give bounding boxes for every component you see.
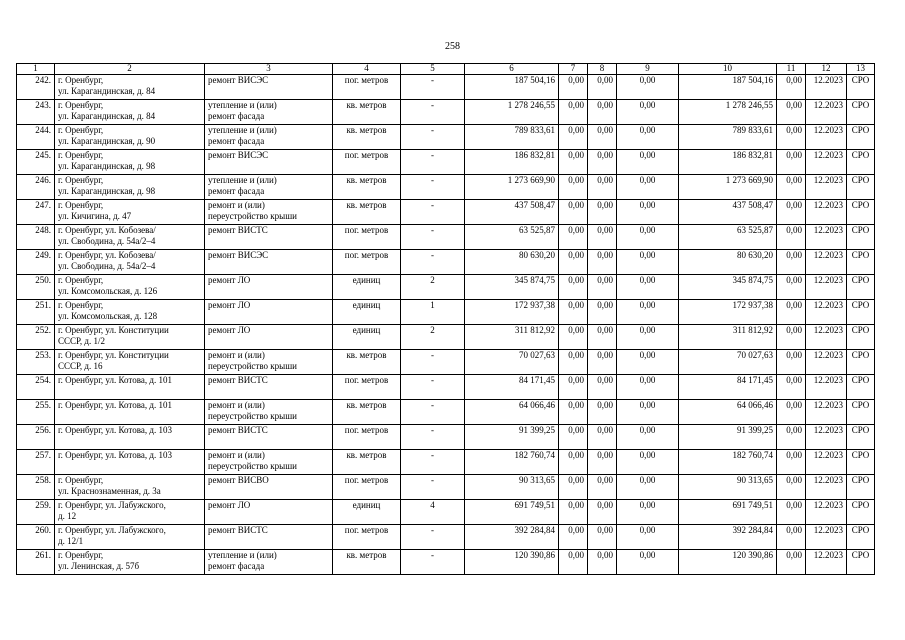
col9-cell: 0,00	[617, 550, 679, 575]
unit-cell: единиц	[333, 500, 401, 525]
quantity-cell: 1	[401, 300, 465, 325]
col11-cell: 0,00	[777, 200, 806, 225]
method-cell: СРО	[847, 175, 875, 200]
work-type-cell: ремонт ВИСЭС	[205, 250, 333, 275]
method-cell: СРО	[847, 550, 875, 575]
col9-cell: 0,00	[617, 400, 679, 425]
row-number: 261.	[17, 550, 55, 575]
col7-cell: 0,00	[559, 525, 588, 550]
col8-cell: 0,00	[588, 75, 617, 100]
total-cost-cell: 91 399,25	[465, 425, 559, 450]
unit-cell: пог. метров	[333, 150, 401, 175]
col9-cell: 0,00	[617, 100, 679, 125]
address-cell: г. Оренбург, ул. Карагандинская, д. 84	[55, 75, 205, 100]
row-number: 259.	[17, 500, 55, 525]
total-cost-cell: 90 313,65	[465, 475, 559, 500]
col11-cell: 0,00	[777, 250, 806, 275]
table-row	[17, 75, 875, 100]
col11-cell: 0,00	[777, 500, 806, 525]
row-number: 243.	[17, 100, 55, 125]
work-type-cell: ремонт ВИСТС	[205, 375, 333, 400]
col11-cell: 0,00	[777, 125, 806, 150]
total-cost-cell: 691 749,51	[465, 500, 559, 525]
total-cost-cell: 182 760,74	[465, 450, 559, 475]
table-row	[17, 475, 875, 500]
row-number: 251.	[17, 300, 55, 325]
col7-cell: 0,00	[559, 550, 588, 575]
col8-cell: 0,00	[588, 250, 617, 275]
col7-cell: 0,00	[559, 400, 588, 425]
quantity-cell: -	[401, 525, 465, 550]
address-cell: г. Оренбург, ул. Кичигина, д. 47	[55, 200, 205, 225]
work-type-cell: ремонт ВИСТС	[205, 225, 333, 250]
quantity-cell: -	[401, 75, 465, 100]
address-cell: г. Оренбург, ул. Кобозева/ ул. Свободина, д. 54а/2–4	[55, 225, 205, 250]
col8-cell: 0,00	[588, 150, 617, 175]
col11-cell: 0,00	[777, 100, 806, 125]
row-number: 252.	[17, 325, 55, 350]
address-cell: г. Оренбург, ул. Кобозева/ ул. Свободина, д. 54а/2–4	[55, 250, 205, 275]
address-cell: г. Оренбург, ул. Котова, д. 101	[55, 375, 205, 400]
col11-cell: 0,00	[777, 525, 806, 550]
quantity-cell: 4	[401, 500, 465, 525]
col7-cell: 0,00	[559, 325, 588, 350]
deadline-cell: 12.2023	[806, 450, 847, 475]
method-cell: СРО	[847, 300, 875, 325]
col10-cell: 91 399,25	[679, 425, 777, 450]
quantity-cell: -	[401, 425, 465, 450]
col9-cell: 0,00	[617, 225, 679, 250]
unit-cell: пог. метров	[333, 475, 401, 500]
col11-cell: 0,00	[777, 150, 806, 175]
method-cell: СРО	[847, 75, 875, 100]
col9-cell: 0,00	[617, 475, 679, 500]
row-number: 242.	[17, 75, 55, 100]
col8-cell: 0,00	[588, 350, 617, 375]
quantity-cell: -	[401, 225, 465, 250]
deadline-cell: 12.2023	[806, 100, 847, 125]
col8-cell: 0,00	[588, 400, 617, 425]
column-header-12: 12	[806, 64, 847, 75]
deadline-cell: 12.2023	[806, 475, 847, 500]
col10-cell: 1 273 669,90	[679, 175, 777, 200]
unit-cell: пог. метров	[333, 75, 401, 100]
col9-cell: 0,00	[617, 500, 679, 525]
address-cell: г. Оренбург, ул. Комсомольская, д. 126	[55, 275, 205, 300]
work-type-cell: ремонт и (или) переустройство крыши	[205, 400, 333, 425]
col9-cell: 0,00	[617, 325, 679, 350]
quantity-cell: -	[401, 350, 465, 375]
col10-cell: 120 390,86	[679, 550, 777, 575]
col11-cell: 0,00	[777, 375, 806, 400]
col7-cell: 0,00	[559, 500, 588, 525]
col7-cell: 0,00	[559, 350, 588, 375]
deadline-cell: 12.2023	[806, 375, 847, 400]
address-cell: г. Оренбург, ул. Карагандинская, д. 90	[55, 125, 205, 150]
col8-cell: 0,00	[588, 300, 617, 325]
column-header-10: 10	[679, 64, 777, 75]
total-cost-cell: 63 525,87	[465, 225, 559, 250]
table-row	[17, 200, 875, 225]
col11-cell: 0,00	[777, 75, 806, 100]
col11-cell: 0,00	[777, 425, 806, 450]
work-type-cell: ремонт ЛО	[205, 275, 333, 300]
work-type-cell: утепление и (или) ремонт фасада	[205, 125, 333, 150]
column-header-5: 5	[401, 64, 465, 75]
col7-cell: 0,00	[559, 250, 588, 275]
deadline-cell: 12.2023	[806, 350, 847, 375]
deadline-cell: 12.2023	[806, 500, 847, 525]
table-row	[17, 300, 875, 325]
total-cost-cell: 187 504,16	[465, 75, 559, 100]
work-type-cell: ремонт ВИСЭС	[205, 75, 333, 100]
col8-cell: 0,00	[588, 550, 617, 575]
col11-cell: 0,00	[777, 450, 806, 475]
col8-cell: 0,00	[588, 425, 617, 450]
unit-cell: кв. метров	[333, 450, 401, 475]
work-type-cell: ремонт и (или) переустройство крыши	[205, 200, 333, 225]
col9-cell: 0,00	[617, 375, 679, 400]
quantity-cell: -	[401, 450, 465, 475]
table-row	[17, 150, 875, 175]
unit-cell: кв. метров	[333, 400, 401, 425]
deadline-cell: 12.2023	[806, 125, 847, 150]
col7-cell: 0,00	[559, 425, 588, 450]
table-row	[17, 275, 875, 300]
table-row	[17, 450, 875, 475]
address-cell: г. Оренбург, ул. Конституции СССР, д. 1/2	[55, 325, 205, 350]
column-header-11: 11	[777, 64, 806, 75]
col9-cell: 0,00	[617, 425, 679, 450]
address-cell: г. Оренбург, ул. Лабужского, д. 12/1	[55, 525, 205, 550]
col8-cell: 0,00	[588, 275, 617, 300]
work-type-cell: ремонт ВИСЭС	[205, 150, 333, 175]
work-type-cell: ремонт ВИСВО	[205, 475, 333, 500]
unit-cell: кв. метров	[333, 350, 401, 375]
col9-cell: 0,00	[617, 175, 679, 200]
col7-cell: 0,00	[559, 375, 588, 400]
col9-cell: 0,00	[617, 300, 679, 325]
col10-cell: 90 313,65	[679, 475, 777, 500]
col9-cell: 0,00	[617, 275, 679, 300]
address-cell: г. Оренбург, ул. Котова, д. 103	[55, 425, 205, 450]
method-cell: СРО	[847, 100, 875, 125]
address-cell: г. Оренбург, ул. Карагандинская, д. 98	[55, 150, 205, 175]
col8-cell: 0,00	[588, 125, 617, 150]
row-number: 246.	[17, 175, 55, 200]
address-cell: г. Оренбург, ул. Карагандинская, д. 98	[55, 175, 205, 200]
table-row	[17, 100, 875, 125]
deadline-cell: 12.2023	[806, 400, 847, 425]
table-row	[17, 550, 875, 575]
col7-cell: 0,00	[559, 100, 588, 125]
col11-cell: 0,00	[777, 550, 806, 575]
unit-cell: пог. метров	[333, 425, 401, 450]
row-number: 256.	[17, 425, 55, 450]
quantity-cell: -	[401, 550, 465, 575]
column-header-13: 13	[847, 64, 875, 75]
col10-cell: 70 027,63	[679, 350, 777, 375]
method-cell: СРО	[847, 325, 875, 350]
col9-cell: 0,00	[617, 200, 679, 225]
total-cost-cell: 311 812,92	[465, 325, 559, 350]
repair-registry-table	[16, 63, 875, 575]
column-header-7: 7	[559, 64, 588, 75]
col7-cell: 0,00	[559, 125, 588, 150]
method-cell: СРО	[847, 450, 875, 475]
deadline-cell: 12.2023	[806, 300, 847, 325]
col10-cell: 172 937,38	[679, 300, 777, 325]
col11-cell: 0,00	[777, 225, 806, 250]
deadline-cell: 12.2023	[806, 200, 847, 225]
total-cost-cell: 120 390,86	[465, 550, 559, 575]
row-number: 253.	[17, 350, 55, 375]
col8-cell: 0,00	[588, 175, 617, 200]
unit-cell: кв. метров	[333, 125, 401, 150]
work-type-cell: ремонт ВИСТС	[205, 525, 333, 550]
col7-cell: 0,00	[559, 300, 588, 325]
col10-cell: 64 066,46	[679, 400, 777, 425]
unit-cell: пог. метров	[333, 525, 401, 550]
work-type-cell: утепление и (или) ремонт фасада	[205, 550, 333, 575]
col10-cell: 1 278 246,55	[679, 100, 777, 125]
address-cell: г. Оренбург, ул. Комсомольская, д. 128	[55, 300, 205, 325]
row-number: 254.	[17, 375, 55, 400]
row-number: 255.	[17, 400, 55, 425]
total-cost-cell: 437 508,47	[465, 200, 559, 225]
col11-cell: 0,00	[777, 325, 806, 350]
work-type-cell: ремонт ВИСТС	[205, 425, 333, 450]
column-header-3: 3	[205, 64, 333, 75]
row-number: 258.	[17, 475, 55, 500]
row-number: 248.	[17, 225, 55, 250]
method-cell: СРО	[847, 225, 875, 250]
column-header-1: 1	[17, 64, 55, 75]
deadline-cell: 12.2023	[806, 550, 847, 575]
quantity-cell: -	[401, 150, 465, 175]
column-number-header-row	[17, 64, 875, 75]
method-cell: СРО	[847, 400, 875, 425]
work-type-cell: ремонт ЛО	[205, 300, 333, 325]
quantity-cell: -	[401, 250, 465, 275]
total-cost-cell: 84 171,45	[465, 375, 559, 400]
row-number: 245.	[17, 150, 55, 175]
table-row	[17, 500, 875, 525]
address-cell: г. Оренбург, ул. Карагандинская, д. 84	[55, 100, 205, 125]
column-header-9: 9	[617, 64, 679, 75]
total-cost-cell: 789 833,61	[465, 125, 559, 150]
column-header-6: 6	[465, 64, 559, 75]
deadline-cell: 12.2023	[806, 525, 847, 550]
col8-cell: 0,00	[588, 325, 617, 350]
col9-cell: 0,00	[617, 525, 679, 550]
col9-cell: 0,00	[617, 150, 679, 175]
col8-cell: 0,00	[588, 200, 617, 225]
deadline-cell: 12.2023	[806, 175, 847, 200]
quantity-cell: -	[401, 125, 465, 150]
work-type-cell: ремонт и (или) переустройство крыши	[205, 450, 333, 475]
total-cost-cell: 1 273 669,90	[465, 175, 559, 200]
col7-cell: 0,00	[559, 475, 588, 500]
quantity-cell: -	[401, 400, 465, 425]
unit-cell: пог. метров	[333, 375, 401, 400]
col9-cell: 0,00	[617, 350, 679, 375]
total-cost-cell: 186 832,81	[465, 150, 559, 175]
total-cost-cell: 1 278 246,55	[465, 100, 559, 125]
work-type-cell: ремонт ЛО	[205, 325, 333, 350]
col10-cell: 392 284,84	[679, 525, 777, 550]
address-cell: г. Оренбург, ул. Лабужского, д. 12	[55, 500, 205, 525]
method-cell: СРО	[847, 425, 875, 450]
col7-cell: 0,00	[559, 150, 588, 175]
deadline-cell: 12.2023	[806, 425, 847, 450]
total-cost-cell: 80 630,20	[465, 250, 559, 275]
method-cell: СРО	[847, 275, 875, 300]
col10-cell: 187 504,16	[679, 75, 777, 100]
row-number: 250.	[17, 275, 55, 300]
row-number: 260.	[17, 525, 55, 550]
col10-cell: 789 833,61	[679, 125, 777, 150]
unit-cell: кв. метров	[333, 550, 401, 575]
col10-cell: 345 874,75	[679, 275, 777, 300]
row-number: 247.	[17, 200, 55, 225]
unit-cell: единиц	[333, 325, 401, 350]
address-cell: г. Оренбург, ул. Котова, д. 101	[55, 400, 205, 425]
column-header-8: 8	[588, 64, 617, 75]
unit-cell: пог. метров	[333, 250, 401, 275]
unit-cell: единиц	[333, 275, 401, 300]
quantity-cell: 2	[401, 325, 465, 350]
column-header-2: 2	[55, 64, 205, 75]
col9-cell: 0,00	[617, 250, 679, 275]
col10-cell: 84 171,45	[679, 375, 777, 400]
col10-cell: 80 630,20	[679, 250, 777, 275]
deadline-cell: 12.2023	[806, 75, 847, 100]
col10-cell: 691 749,51	[679, 500, 777, 525]
col11-cell: 0,00	[777, 275, 806, 300]
table-row	[17, 175, 875, 200]
col8-cell: 0,00	[588, 500, 617, 525]
col10-cell: 311 812,92	[679, 325, 777, 350]
col8-cell: 0,00	[588, 225, 617, 250]
unit-cell: единиц	[333, 300, 401, 325]
deadline-cell: 12.2023	[806, 325, 847, 350]
table-body	[17, 64, 875, 575]
method-cell: СРО	[847, 500, 875, 525]
col8-cell: 0,00	[588, 475, 617, 500]
col7-cell: 0,00	[559, 275, 588, 300]
deadline-cell: 12.2023	[806, 225, 847, 250]
col8-cell: 0,00	[588, 525, 617, 550]
work-type-cell: утепление и (или) ремонт фасада	[205, 100, 333, 125]
col11-cell: 0,00	[777, 400, 806, 425]
col7-cell: 0,00	[559, 200, 588, 225]
table-row	[17, 525, 875, 550]
col9-cell: 0,00	[617, 75, 679, 100]
table-row	[17, 350, 875, 375]
row-number: 244.	[17, 125, 55, 150]
address-cell: г. Оренбург, ул. Ленинская, д. 57б	[55, 550, 205, 575]
address-cell: г. Оренбург, ул. Краснознаменная, д. 3а	[55, 475, 205, 500]
table-row	[17, 250, 875, 275]
unit-cell: пог. метров	[333, 225, 401, 250]
table-row	[17, 225, 875, 250]
col11-cell: 0,00	[777, 475, 806, 500]
work-type-cell: ремонт и (или) переустройство крыши	[205, 350, 333, 375]
quantity-cell: 2	[401, 275, 465, 300]
col10-cell: 182 760,74	[679, 450, 777, 475]
col9-cell: 0,00	[617, 450, 679, 475]
total-cost-cell: 345 874,75	[465, 275, 559, 300]
col9-cell: 0,00	[617, 125, 679, 150]
deadline-cell: 12.2023	[806, 250, 847, 275]
table-row	[17, 400, 875, 425]
unit-cell: кв. метров	[333, 100, 401, 125]
work-type-cell: ремонт ЛО	[205, 500, 333, 525]
quantity-cell: -	[401, 200, 465, 225]
col11-cell: 0,00	[777, 175, 806, 200]
address-cell: г. Оренбург, ул. Котова, д. 103	[55, 450, 205, 475]
deadline-cell: 12.2023	[806, 275, 847, 300]
table-row	[17, 425, 875, 450]
address-cell: г. Оренбург, ул. Конституции СССР, д. 16	[55, 350, 205, 375]
method-cell: СРО	[847, 200, 875, 225]
quantity-cell: -	[401, 100, 465, 125]
row-number: 257.	[17, 450, 55, 475]
col7-cell: 0,00	[559, 75, 588, 100]
method-cell: СРО	[847, 475, 875, 500]
col8-cell: 0,00	[588, 100, 617, 125]
col7-cell: 0,00	[559, 225, 588, 250]
col10-cell: 63 525,87	[679, 225, 777, 250]
col8-cell: 0,00	[588, 375, 617, 400]
col7-cell: 0,00	[559, 175, 588, 200]
col11-cell: 0,00	[777, 350, 806, 375]
method-cell: СРО	[847, 525, 875, 550]
col8-cell: 0,00	[588, 450, 617, 475]
col11-cell: 0,00	[777, 300, 806, 325]
work-type-cell: утепление и (или) ремонт фасада	[205, 175, 333, 200]
table-row	[17, 325, 875, 350]
table-row	[17, 125, 875, 150]
method-cell: СРО	[847, 150, 875, 175]
total-cost-cell: 70 027,63	[465, 350, 559, 375]
method-cell: СРО	[847, 125, 875, 150]
unit-cell: кв. метров	[333, 200, 401, 225]
quantity-cell: -	[401, 175, 465, 200]
page-number: 258	[445, 41, 460, 52]
col7-cell: 0,00	[559, 450, 588, 475]
total-cost-cell: 392 284,84	[465, 525, 559, 550]
method-cell: СРО	[847, 350, 875, 375]
row-number: 249.	[17, 250, 55, 275]
col10-cell: 186 832,81	[679, 150, 777, 175]
table-row	[17, 375, 875, 400]
col10-cell: 437 508,47	[679, 200, 777, 225]
total-cost-cell: 64 066,46	[465, 400, 559, 425]
deadline-cell: 12.2023	[806, 150, 847, 175]
column-header-4: 4	[333, 64, 401, 75]
method-cell: СРО	[847, 375, 875, 400]
quantity-cell: -	[401, 375, 465, 400]
method-cell: СРО	[847, 250, 875, 275]
total-cost-cell: 172 937,38	[465, 300, 559, 325]
quantity-cell: -	[401, 475, 465, 500]
unit-cell: кв. метров	[333, 175, 401, 200]
